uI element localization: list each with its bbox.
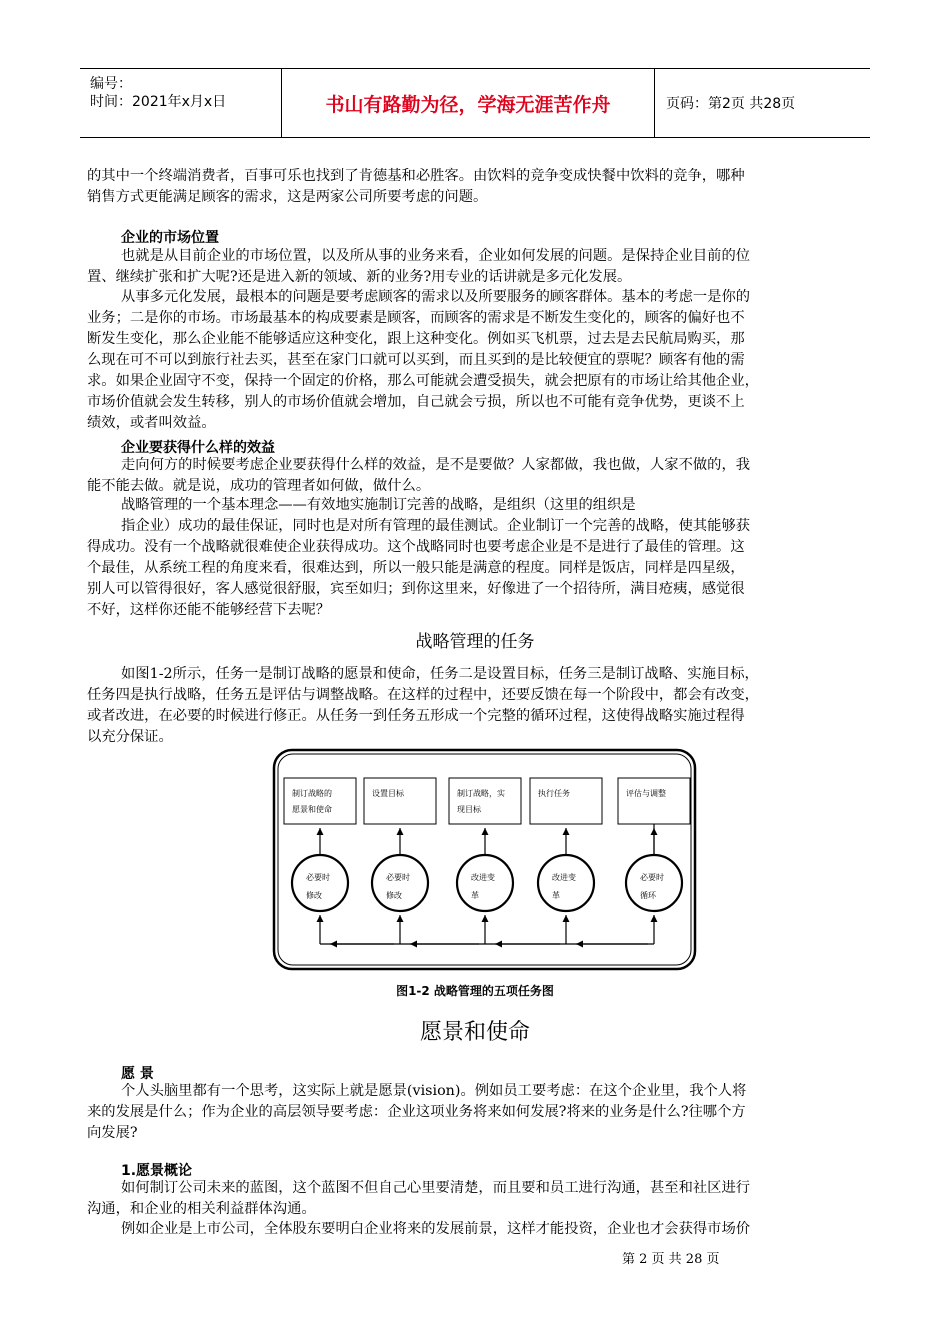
vision-paragraph-1 — [87, 1081, 867, 1144]
feedback-circle-label: 革 — [552, 891, 560, 900]
task-box — [530, 778, 602, 824]
page-footer: 第 2 页 共 28 页 — [622, 1252, 720, 1267]
text-line: 求。如果企业固守不变，保持一个固定的价格，那么可能就会遭受损失，就会把原有的市场让给其他企业， — [87, 373, 759, 389]
text-line: 例如企业是上市公司，全体股东要明白企业将来的发展前景，这样才能投资，企业也才会获得市场价 — [121, 1221, 751, 1237]
text-line: 别人可以管得很好，客人感觉很舒服，宾至如归；到你这里来，好像进了一个招待所，满目疮痍，感觉很 — [87, 581, 745, 597]
text-line: 如何制订公司未来的蓝图，这个蓝图不但自己心里要清楚，而且要和员工进行沟通，甚至和社区进行 — [121, 1180, 751, 1196]
feedback-circle — [626, 855, 682, 911]
task-box — [618, 778, 690, 824]
text-line: 置、继续扩张和扩大呢?还是进入新的领域、新的业务?用专业的话讲就是多元化发展。 — [87, 269, 632, 285]
section-title-vision: 愿景和使命 — [419, 1020, 530, 1045]
text-line: 个最佳，从系统工程的角度来看，很难达到，所以一般只能是满意的程度。同样是饭店，同样是四星级， — [87, 560, 745, 576]
task-box-label: 评估与调整 — [626, 789, 666, 798]
task-box-label: 愿景和使命 — [292, 805, 332, 814]
subtitle-vision: 愿 景 — [121, 1066, 154, 1082]
feedback-circle-label: 必要时 — [386, 873, 410, 882]
text-line: 战略管理的一个基本理念——有效地实施制订完善的战略，是组织（这里的组织是 — [121, 497, 636, 513]
benefit-paragraph-2 — [87, 495, 867, 516]
text-line: 能不能去做。就是说，成功的管理者如何做，做什么。 — [87, 478, 431, 494]
task-box — [364, 778, 436, 824]
market-paragraph-1 — [87, 246, 867, 288]
text-line: 业务；二是你的市场。市场最基本的构成要素是顾客，而顾客的需求是不断发生变化的，顾客的偏好也不 — [87, 310, 745, 326]
header-motto: 书山有路勤为径，学海无涯苦作舟 — [282, 69, 655, 137]
text-line: 的其中一个终端消费者，百事可乐也找到了肯德基和必胜客。由饮料的竞争变成快餐中饮料的竞争，哪种 — [87, 168, 745, 184]
vision-paragraph-3 — [87, 1219, 867, 1240]
text-line: 或者改进，在必要的时候进行修正。从任务一到任务五形成一个完整的循环过程，这使得战略实施过程得 — [87, 708, 745, 724]
text-line: 个人头脑里都有一个思考，这实际上就是愿景(vision)。例如员工要考虑：在这个企业里，我个人将 — [121, 1083, 747, 1099]
feedback-circle-label: 必要时 — [306, 873, 330, 882]
text-line: 断发生变化，那么企业能不能够适应这种变化，跟上这种变化。例如买飞机票，过去是去民航局购买，那 — [87, 331, 745, 347]
page-header — [80, 68, 870, 138]
text-line: 走向何方的时候要考虑企业要获得什么样的效益，是不是要做？人家都做，我也做，人家不做的，我 — [121, 457, 751, 473]
task-box-label: 执行任务 — [538, 789, 570, 798]
subtitle-vision-overview: 1.愿景概论 — [121, 1163, 193, 1179]
feedback-circle-label: 修改 — [386, 891, 402, 900]
feedback-circle-label: 革 — [471, 891, 479, 900]
benefit-paragraph-3 — [87, 516, 867, 621]
task-box — [284, 778, 356, 824]
text-line: 向发展? — [87, 1125, 138, 1141]
feedback-circle — [457, 855, 513, 911]
text-line: 如图1-2所示，任务一是制订战略的愿景和使命，任务二是设置目标，任务三是制订战略、实施目标， — [121, 666, 759, 682]
task-box-label: 现目标 — [457, 805, 481, 814]
intro-paragraph — [87, 166, 867, 208]
text-line: 销售方式更能满足顾客的需求，这是两家公司所要考虑的问题。 — [87, 189, 488, 205]
number-label: 编号： — [90, 76, 132, 92]
text-line: 沟通，和企业的相关利益群体沟通。 — [87, 1201, 316, 1217]
section-title-tasks: 战略管理的任务 — [415, 632, 535, 652]
task-box-label: 制订战略的 — [292, 789, 332, 798]
feedback-circle-label: 循环 — [640, 891, 656, 900]
vision-paragraph-2 — [87, 1178, 867, 1220]
feedback-circle-label: 改进变 — [552, 873, 576, 882]
text-line: 得成功。没有一个战略就很难使企业获得成功。这个战略同时也要考虑企业是不是进行了最佳的管理。这 — [87, 539, 745, 555]
text-line: 来的发展是什么；作为企业的高层领导要考虑：企业这项业务将来如何发展?将来的业务是什么?往哪个方 — [87, 1104, 746, 1120]
section-title-benefit: 企业要获得什么样的效益 — [121, 440, 275, 456]
figure-caption: 图1-2 战略管理的五项任务图 — [396, 984, 554, 998]
text-line: 市场价值就会发生转移，别人的市场价值就会增加，自己就会亏损，所以也不可能有竞争优势，更谈不上 — [87, 394, 745, 410]
text-line: 从事多元化发展，最根本的问题是要考虑顾客的需求以及所要服务的顾客群体。基本的考虑一是你的 — [121, 289, 751, 305]
time-label: 时间：2021年x月x日 — [90, 94, 227, 110]
feedback-circle-label: 必要时 — [640, 873, 664, 882]
text-line: 绩效，或者叫效益。 — [87, 415, 216, 431]
tasks-paragraph — [87, 664, 867, 748]
feedback-circle — [372, 855, 428, 911]
text-line: 任务四是执行战略，任务五是评估与调整战略。在这样的过程中，还要反馈在每一个阶段中，都会有改变， — [87, 687, 759, 703]
task-box — [449, 778, 521, 824]
text-line: 不好，这样你还能不能够经营下去呢？ — [87, 602, 331, 618]
header-page-label: 页码：第2页 共28页 — [666, 96, 796, 112]
feedback-circle-label: 修改 — [306, 891, 322, 900]
feedback-circle-label: 改进变 — [471, 873, 495, 882]
feedback-circle — [292, 855, 348, 911]
header-info-cell — [80, 69, 282, 137]
text-line: 指企业）成功的最佳保证，同时也是对所有管理的最佳测试。企业制订一个完善的战略，使其能够获 — [121, 518, 751, 534]
task-box-label: 设置目标 — [372, 789, 404, 798]
market-paragraph-2 — [87, 287, 867, 434]
text-line: 么现在可不可以到旅行社去买，甚至在家门口就可以买到，而且买到的是比较便宜的票呢？顾客有他的需 — [87, 352, 745, 368]
text-line: 也就是从目前企业的市场位置，以及所从事的业务来看，企业如何发展的问题。是保持企业目前的位 — [121, 248, 751, 264]
task-box-label: 制订战略，实 — [457, 789, 505, 798]
benefit-paragraph-1 — [87, 455, 867, 497]
strategy-tasks-figure — [272, 748, 697, 971]
text-line: 以充分保证。 — [87, 729, 173, 745]
section-title-market: 企业的市场位置 — [121, 230, 219, 246]
feedback-circle — [538, 855, 594, 911]
